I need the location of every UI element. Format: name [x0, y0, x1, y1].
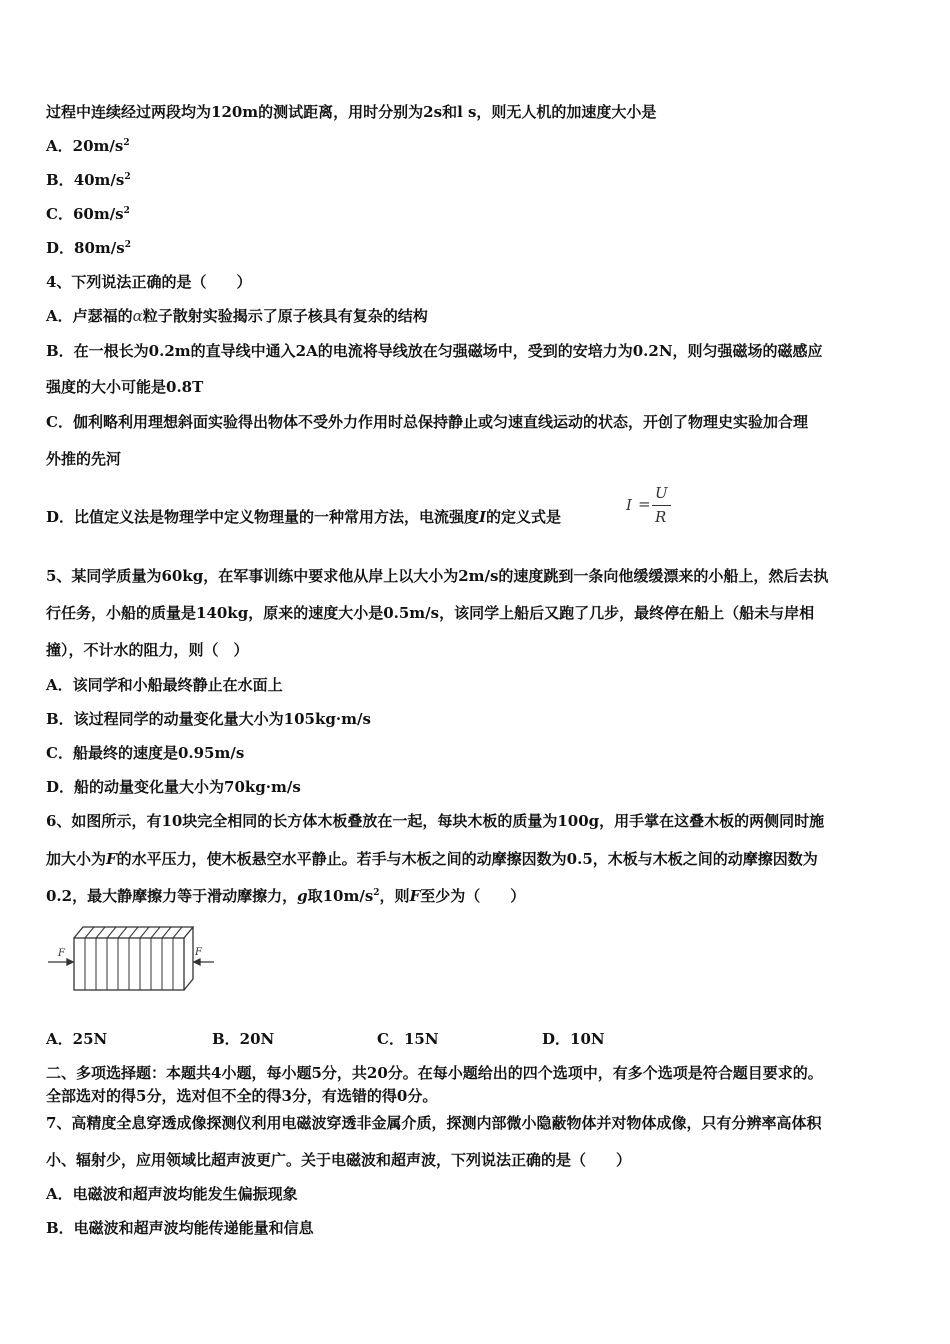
formula-equals: =: [638, 495, 651, 513]
left-force-label: F: [58, 948, 65, 959]
q3-option-a: [46, 136, 130, 156]
q4-option-b-line1: B．在一根长为0.2m的直导线中通入2A的电流将导线放在匀强磁场中，受到的安培力为0.2N，则匀强磁场的磁感应: [46, 342, 823, 360]
q6-stem-line1: 6、如图所示，有10块完全相同的长方体木板叠放在一起，每块木板的质量为100g，用手掌在这叠木板的两侧同时施: [46, 812, 825, 830]
current-formula: [626, 484, 676, 528]
q3-stem-text: 过程中连续经过两段均为120m的测试距离，用时分别为2s和l s，则无人机的加速度大小是: [46, 103, 657, 121]
q5-option-a: A．该同学和小船最终静止在水面上: [46, 676, 283, 694]
formula-denominator: R: [655, 508, 667, 526]
q6-option-c: C．15N: [377, 1030, 439, 1048]
option-sup: 2: [123, 206, 130, 216]
q4-option-b-line2: 强度的大小可能是0.8T: [46, 378, 204, 396]
force-var: F: [106, 850, 117, 868]
option-sup: 2: [124, 240, 131, 250]
right-force-label: F: [195, 947, 202, 958]
q3-stem-line: [46, 102, 656, 122]
q4-a-post: 粒子散射实验揭示了原子核具有复杂的结构: [142, 307, 428, 325]
q4-d-pre: D．比值定义法是物理学中定义物理量的一种常用方法，电流强度: [46, 508, 480, 526]
q7-stem-line1: 7、高精度全息穿透成像探测仪利用电磁波穿透非金属介质，探测内部微小隐蔽物体并对物体成像，只有分辨率高体积: [46, 1114, 822, 1132]
q6-option-b: B．20N: [212, 1030, 275, 1048]
q6-s3-pre: 0.2，最大静摩擦力等于滑动摩擦力，: [46, 887, 298, 905]
q4-option-c-line2: 外推的先河: [46, 450, 122, 468]
formula-lhs: I: [626, 496, 632, 514]
right-arrowhead-icon: [194, 959, 200, 965]
force-var: F: [409, 887, 421, 905]
option-value: 80m/s: [74, 239, 125, 257]
q4-d-post: 的定义式是: [486, 508, 562, 526]
boards-figure: [46, 922, 216, 996]
option-sup: 2: [124, 172, 131, 182]
q5-option-d: D．船的动量变化量大小为70kg·m/s: [46, 778, 301, 796]
option-value: 60m/s: [72, 205, 124, 223]
option-label: A．: [46, 137, 73, 155]
q4-d-var: I: [479, 508, 487, 526]
option-label: D．: [46, 239, 75, 257]
q7-stem-line2: 小、辐射少，应用领域比超声波更广。关于电磁波和超声波，下列说法正确的是（ ）: [46, 1151, 632, 1169]
q3-option-d: [46, 238, 131, 258]
gravity-var: g: [297, 887, 308, 905]
q4-option-a: [46, 306, 428, 326]
option-label: C．: [46, 205, 73, 223]
section2-line1: 二、多项选择题：本题共4小题，每小题5分，共20分。在每小题给出的四个选项中，有多个选项是符合题目要求的。: [46, 1064, 823, 1082]
q6-s3-mid: 取10m/s: [307, 887, 374, 905]
q3-option-c: [46, 204, 130, 224]
q4-option-d: [46, 507, 561, 527]
formula-numerator: U: [655, 484, 668, 502]
q6-stem-line3: [46, 886, 525, 906]
alpha-symbol: α: [132, 307, 143, 325]
q6-option-a: A．25N: [46, 1030, 108, 1048]
q6-s3-mid2: ，则: [379, 887, 410, 905]
q7-option-a: A．电磁波和超声波均能发生偏振现象: [46, 1185, 298, 1203]
q6-s2-post: 的水平压力，使木板悬空水平静止。若手与木板之间的动摩擦因数为0.5，木板与木板之间的动摩擦因数为: [116, 850, 818, 868]
option-sup: 2: [123, 138, 130, 148]
section2-line2: 全部选对的得5分，选对但不全的得3分，有选错的得0分。: [46, 1087, 438, 1105]
q4-option-c-line1: C．伽利略利用理想斜面实验得出物体不受外力作用时总保持静止或匀速直线运动的状态，开创了物理史实验加合理: [46, 413, 808, 431]
fraction-bar: [652, 505, 671, 506]
q6-option-d: D．10N: [542, 1030, 605, 1048]
option-value: 40m/s: [73, 171, 125, 189]
q5-stem-line1: 5、某同学质量为60kg，在军事训练中要求他从岸上以大小为2m/s的速度跳到一条向他缓缓漂来的小船上，然后去执: [46, 567, 829, 585]
q6-s3-sup: 2: [373, 888, 380, 898]
q4-stem: 4、下列说法正确的是（ ）: [46, 273, 252, 291]
option-label: B．: [46, 171, 74, 189]
option-value: 20m/s: [72, 137, 124, 155]
q6-stem-line2: [46, 849, 818, 869]
q5-stem-line3: 撞），不计水的阻力，则（ ）: [46, 641, 249, 659]
q4-a-pre: A．卢瑟福的: [46, 307, 133, 325]
q5-option-b: B．该过程同学的动量变化量大小为105kg·m/s: [46, 710, 371, 728]
board-dividers: [85, 927, 182, 990]
q7-option-b: B．电磁波和超声波均能传递能量和信息: [46, 1219, 314, 1237]
q5-stem-line2: 行任务，小船的质量是140kg，原来的速度大小是0.5m/s，该同学上船后又跑了几步，最终停在船上（船未与岸相: [46, 604, 815, 622]
q6-s3-post: 至少为（ ）: [420, 887, 526, 905]
q6-s2-pre: 加大小为: [46, 850, 107, 868]
left-arrowhead-icon: [67, 959, 73, 965]
q3-option-b: [46, 170, 131, 190]
q5-option-c: C．船最终的速度是0.95m/s: [46, 744, 245, 762]
